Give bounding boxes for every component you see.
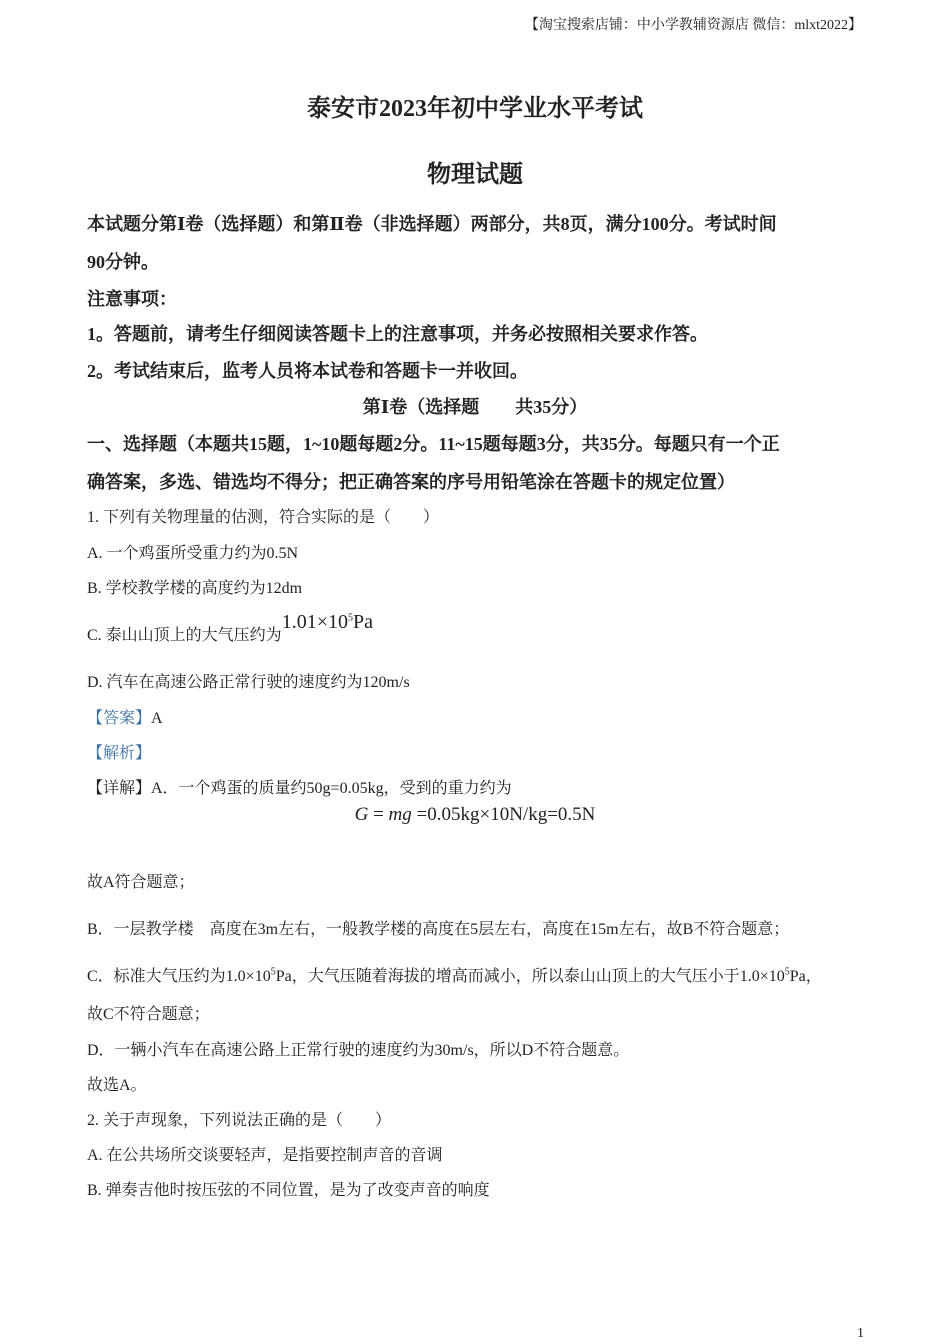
formula-g: G xyxy=(354,804,369,825)
q1-conclusion-a: 故A符合题意； xyxy=(87,874,195,891)
answer-label: 【答案】 xyxy=(87,710,152,727)
page-number: 1 xyxy=(857,1326,864,1341)
header-note: 【淘宝搜索店铺：中小学教辅资源店 微信：mlxt2022】 xyxy=(524,18,862,33)
section-instruction-2: 确答案，多选、错选均不得分；把正确答案的序号用铅笔涂在答题卡的规定位置） xyxy=(87,472,735,492)
q1-stem: 1. 下列有关物理量的估测，符合实际的是（ ） xyxy=(87,509,440,526)
q1-explain-c-line-1: C．标准大气压约为$1.0\times 10^5Pa$，大气压随着海拔的增高而减小，所以泰山山顶上的大气压小于$1.0\times 10^5Pa$， xyxy=(87,966,822,985)
q1-formula xyxy=(0,804,950,826)
notice-item-2: 2。考试结束后，监考人员将本试卷和答题卡一并收回。 xyxy=(87,361,528,381)
q2-option-a: A. 在公共场所交谈要轻声，是指要控制声音的音调 xyxy=(87,1147,443,1164)
exam-subtitle: 物理试题 xyxy=(427,162,523,188)
q1-detail: 【详解】A．一个鸡蛋的质量约50g=0.05kg，受到的重力约为 xyxy=(87,780,512,797)
formula-eq: = xyxy=(373,804,384,825)
section-instruction-1: 一、选择题（本题共15题，1~10题每题2分。11~15题每题3分，共35分。每题只有一个正 xyxy=(87,434,780,454)
notice-item-1: 1。答题前，请考生仔细阅读答题卡上的注意事项，并务必按照相关要求作答。 xyxy=(87,324,708,344)
formula-mg: mg xyxy=(388,804,412,825)
q2-option-b: B. 弹奏吉他时按压弦的不同位置，是为了改变声音的响度 xyxy=(87,1182,490,1199)
q1-explain-d: D．一辆小汽车在高速公路上正常行驶的速度约为30m/s，所以D不符合题意。 xyxy=(87,1042,630,1059)
answer-value: A xyxy=(151,710,163,727)
intro-line-2: 90分钟。 xyxy=(87,252,159,272)
q1-option-c-math: $1.01\times 10^5Pa$ xyxy=(281,611,373,633)
q1-explain-c-line-2: 故C不符合题意； xyxy=(87,1006,210,1023)
q1-option-b: B. 学校教学楼的高度约为12dm xyxy=(87,580,303,597)
q1-option-d: D. 汽车在高速公路正常行驶的速度约为120m/s xyxy=(87,674,410,691)
analysis-label: 【解析】 xyxy=(87,745,152,762)
q1-option-a: A. 一个鸡蛋所受重力约为0.5N xyxy=(87,545,299,562)
exam-title: 泰安市2023年初中学业水平考试 xyxy=(307,96,643,122)
notice-title: 注意事项： xyxy=(87,289,177,309)
q2-stem: 2. 关于声现象，下列说法正确的是（ ） xyxy=(87,1112,392,1129)
q1-option-c-text: C. 泰山山顶上的大气压约为 xyxy=(87,627,282,644)
q1-answer xyxy=(87,705,163,728)
intro-line-1: 本试题分第Ⅰ卷（选择题）和第Ⅱ卷（非选择题）两部分，共8页，满分100分。考试时间 xyxy=(87,214,777,234)
q1-final: 故选A。 xyxy=(87,1077,147,1094)
section-heading: 第Ⅰ卷（选择题 共35分） xyxy=(362,397,588,417)
q1-explain-b: B．一层教学楼 高度在3m左右，一般教学楼的高度在5层左右，高度在15m左右，故B不符合题意； xyxy=(87,921,790,938)
formula-rest: =0.05kg×10N/kg=0.5N xyxy=(416,804,596,825)
q1-option-c xyxy=(87,611,373,646)
